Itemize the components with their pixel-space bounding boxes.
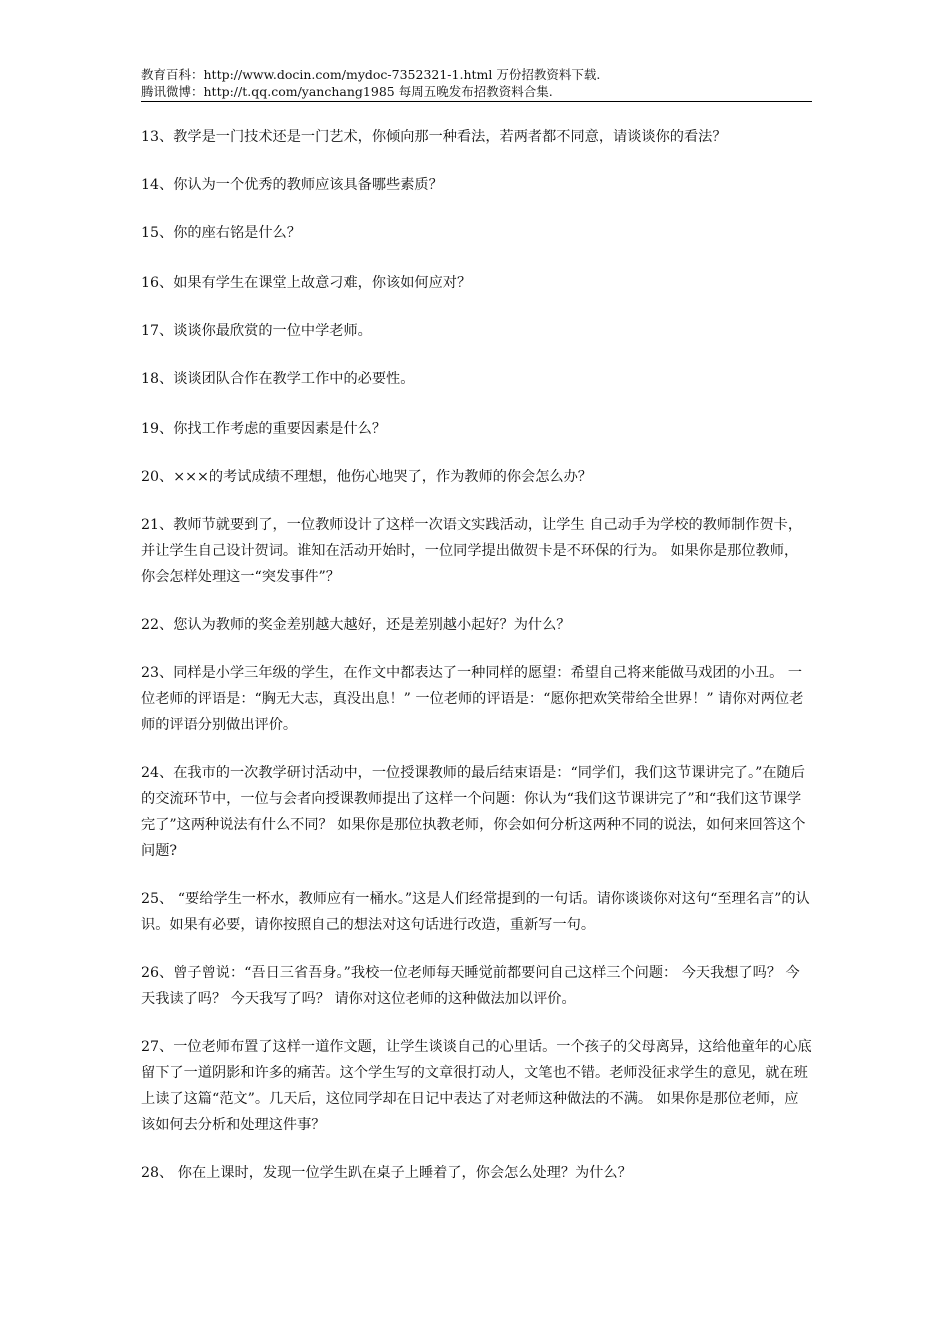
question-17: 17、谈谈你最欣赏的一位中学老师。 <box>141 323 372 339</box>
question-21: 21、教师节就要到了，一位教师设计了这样一次语文实践活动，让学生 自己动手为学校的教师制作贺卡，并让学生自己设计贺词。谁知在活动开始时，一位同学提出做贺卡是不环保的行为。 如果你是那位教师，你会怎样处理这一“突发事件”？ <box>141 517 803 585</box>
question-19: 19、你找工作考虑的重要因素是什么？ <box>141 421 387 437</box>
question-15: 15、你的座右铭是什么？ <box>141 225 301 241</box>
question-23: 23、同样是小学三年级的学生，在作文中都表达了一种同样的愿望：希望自己将来能做马戏团的小丑。 一位老师的评语是：“胸无大志，真没出息！” 一位老师的评语是：“愿你把欢笑带给全世界！” 请你对两位老师的评语分别做出评价。 <box>141 665 804 733</box>
question-22: 22、您认为教师的奖金差别越大越好，还是差别越小起好？为什么？ <box>141 617 571 633</box>
question-list <box>141 124 812 1186</box>
question-28: 28、 你在上课时，发现一位学生趴在桌子上睡着了，你会怎么处理？为什么？ <box>141 1165 632 1181</box>
header-divider <box>141 101 812 102</box>
question-24: 24、在我市的一次教学研讨活动中，一位授课教师的最后结束语是：“同学们，我们这节课讲完了。”在随后的交流环节中，一位与会者向授课教师提出了这样一个问题：你认为“我们这节课讲完了”和“我们这节课学完了”这两种说法有什么不同？ 如果你是那位执教老师，你会如何分析这两种不同的说法，如何来回答这个问题? <box>141 765 806 859</box>
question-27: 27、一位老师布置了这样一道作文题，让学生谈谈自己的心里话。一个孩子的父母离异，这给他童年的心底留下了一道阴影和许多的痛苦。这个学生写的文章很打动人，文笔也不错。老师没征求学生的意见，就在班上读了这篇“范文”。几天后，这位同学却在日记中表达了对老师这种做法的不满。 如果你是那位老师，应该如何去分析和处理这件事？ <box>141 1039 812 1133</box>
question-25: 25、 “要给学生一杯水，教师应有一桶水。”这是人们经常提到的一句话。请你谈谈你对这句“至理名言”的认识。如果有必要，请你按照自己的想法对这句话进行改造，重新写一句。 <box>141 891 810 933</box>
page-header <box>141 66 812 100</box>
header-line-2: 腾讯微博：http://t.qq.com/yanchang1985 每周五晚发布招教资料合集. <box>141 84 553 99</box>
header-line-1: 教育百科：http://www.docin.com/mydoc-7352321-1.html 万份招教资料下载. <box>141 67 601 82</box>
question-18: 18、谈谈团队合作在教学工作中的必要性。 <box>141 371 415 387</box>
question-26: 26、曾子曾说：“吾日三省吾身。”我校一位老师每天睡觉前都要问自己这样三个问题： 今天我想了吗？ 今天我读了吗？ 今天我写了吗？ 请你对这位老师的这种做法加以评价。 <box>141 965 800 1007</box>
question-14: 14、你认为一个优秀的教师应该具备哪些素质？ <box>141 177 443 193</box>
question-13: 13、教学是一门技术还是一门艺术，你倾向那一种看法，若两者都不同意，请谈谈你的看法？ <box>141 129 727 145</box>
question-20: 20、×××的考试成绩不理想，他伤心地哭了，作为教师的你会怎么办？ <box>141 469 592 485</box>
question-16: 16、如果有学生在课堂上故意刁难，你该如何应对？ <box>141 275 472 291</box>
